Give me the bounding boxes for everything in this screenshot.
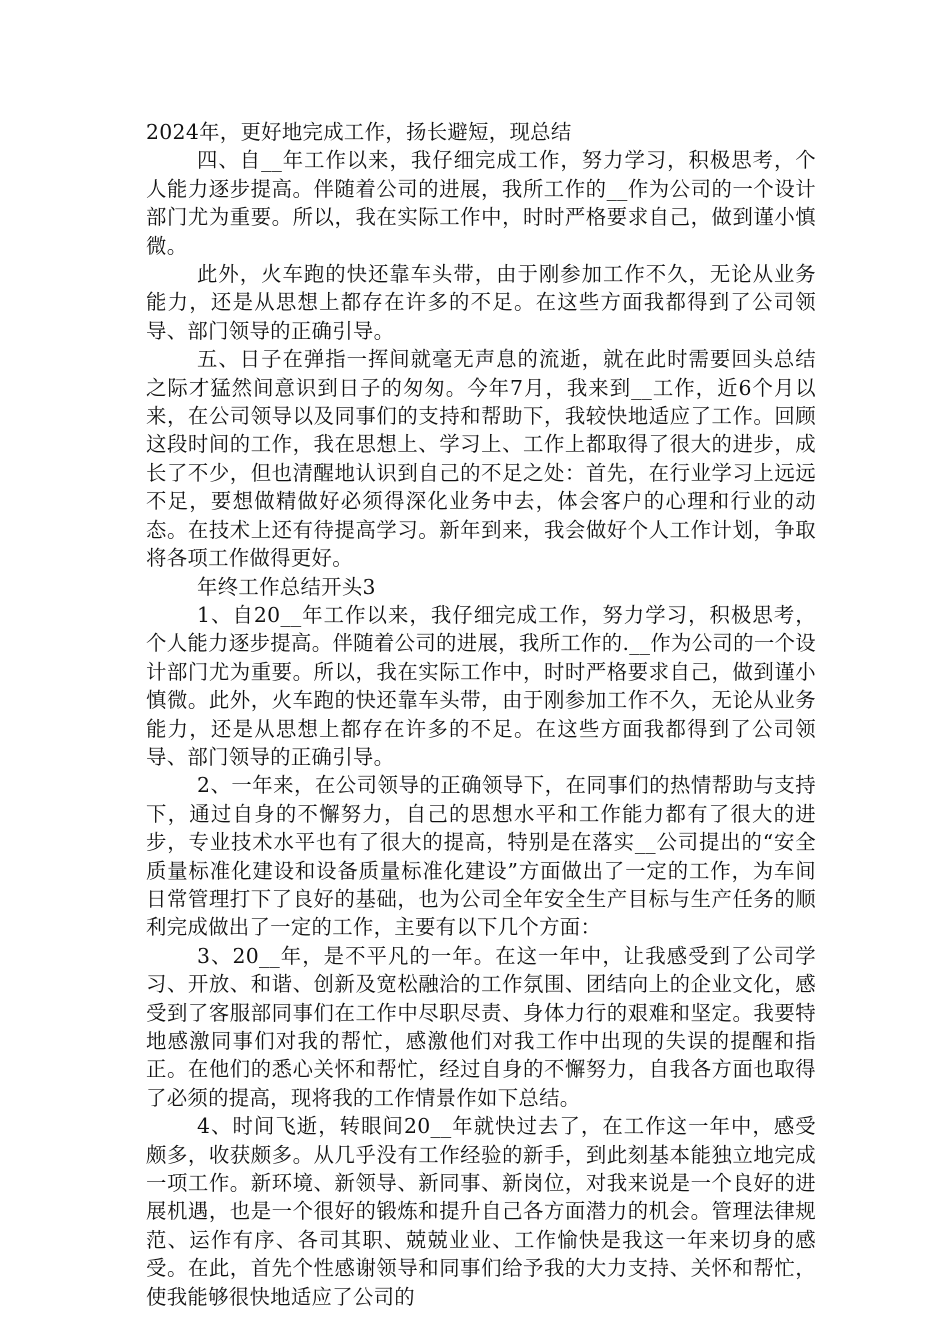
- paragraph-additional: 此外，火车跑的快还靠车头带，由于刚参加工作不久，无论从业务能力，还是从思想上都存在许多的不足。在这些方面我都得到了公司领导、部门领导的正确引导。: [146, 262, 816, 343]
- paragraph-item-3: 3、20__年，是不平凡的一年。在这一年中，让我感受到了公司学习、开放、和谐、创新及宽松融洽的工作氛围、团结向上的企业文化，感受到了客服部同事们在工作中尽职尽责、身体力行的艰难和坚定。我要特地感激同事们对我的帮忙，感激他们对我工作中出现的失误的提醒和指正。在他们的悉心关怀和帮忙，经过自身的不懈努力，自我各方面也取得了必须的提高，现将我的工作情景作如下总结。: [146, 943, 816, 1110]
- paragraph-item-2: 2、一年来，在公司领导的正确领导下，在同事们的热情帮助与支持下，通过自身的不懈努力，自己的思想水平和工作能力都有了很大的进步，专业技术水平也有了很大的提高，特别是在落实__公司提出的“安全质量标准化建设和设备质量标准化建设”方面做出了一定的工作，为车间日常管理打下了良好的基础，也为公司全年安全生产目标与生产任务的顺利完成做出了一定的工作，主要有以下几个方面：: [146, 773, 816, 940]
- paragraph-item-4: 4、时间飞逝，转眼间20__年就快过去了，在工作这一年中，感受颇多，收获颇多。从几乎没有工作经验的新手，到此刻基本能独立地完成一项工作。新环境、新领导、新同事、新岗位，对我来说是一个良好的进展机遇，也是一个很好的锻炼和提升自己各方面潜力的机会。管理法律规范、运作有序、各司其职、兢兢业业、工作愉快是我这一年来切身的感受。在此，首先个性感谢领导和同事们给予我的大力支持、关怀和帮忙，使我能够很快地适应了公司的: [146, 1114, 816, 1309]
- section-heading: 年终工作总结开头3: [197, 574, 376, 599]
- paragraph-section-four: 四、自__年工作以来，我仔细完成工作，努力学习，积极思考，个人能力逐步提高。伴随着公司的进展，我所工作的__作为公司的一个设计部门尤为重要。所以，我在实际工作中，时时严格要求自己，做到谨小慎微。: [146, 148, 816, 258]
- paragraph-section-five: 五、日子在弹指一挥间就毫无声息的流逝，就在此时需要回头总结之际才猛然间意识到日子的匆匆。今年7月，我来到__工作，近6个月以来，在公司领导以及同事们的支持和帮助下，我较快地适应了工作。回顾这段时间的工作，我在思想上、学习上、工作上都取得了很大的进步，成长了不少，但也清醒地认识到自己的不足之处：首先，在行业学习上远远不足，要想做精做好必须得深化业务中去，体会客户的心理和行业的动态。在技术上还有待提高学习。新年到来，我会做好个人工作计划，争取将各项工作做得更好。: [146, 347, 816, 571]
- document-page: [146, 118, 816, 1311]
- paragraph-intro: 2024年，更好地完成工作，扬长避短，现总结: [146, 120, 572, 144]
- paragraph-item-1: 1、自20__年工作以来，我仔细完成工作，努力学习，积极思考，个人能力逐步提高。伴随着公司的进展，我所工作的.__作为公司的一个设计部门尤为重要。所以，我在实际工作中，时时严格要求自己，做到谨小慎微。此外，火车跑的快还靠车头带，由于刚参加工作不久，无论从业务能力，还是从思想上都存在许多的不足。在这些方面我都得到了公司领导、部门领导的正确引导。: [146, 602, 816, 769]
